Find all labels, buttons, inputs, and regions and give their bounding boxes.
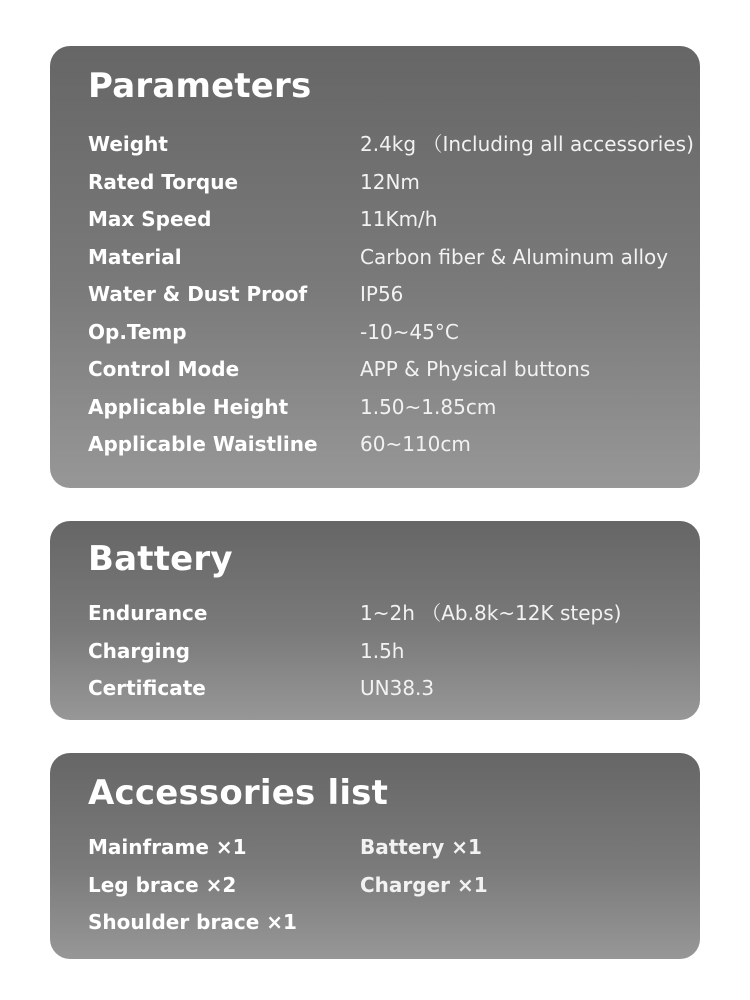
- param-label: Weight: [88, 132, 168, 156]
- accessory-item-charger: Charger ×1: [360, 872, 488, 897]
- parameters-list: [88, 126, 694, 464]
- param-label: Op.Temp: [88, 319, 187, 344]
- param-value: 60~110cm: [360, 432, 471, 456]
- battery-card: [50, 521, 700, 720]
- battery-row-endurance: [88, 595, 680, 633]
- accessory-item-mainframe: Mainframe ×1: [88, 835, 247, 859]
- param-row-weight: [88, 126, 694, 164]
- param-label: Material: [88, 244, 182, 269]
- accessories-list: [88, 829, 680, 942]
- param-label: Max Speed: [88, 207, 212, 231]
- accessories-row: [88, 904, 680, 942]
- battery-label: Endurance: [88, 601, 208, 625]
- accessories-card: [50, 753, 700, 959]
- param-row-water-dust-proof: [88, 276, 680, 314]
- battery-title: Battery: [88, 539, 233, 579]
- param-label: Control Mode: [88, 357, 240, 381]
- param-label: Rated Torque: [88, 169, 239, 194]
- param-value: 11Km/h: [360, 207, 438, 231]
- param-value: 2.4kg （Including all accessories): [360, 132, 694, 156]
- battery-value: 1~2h （Ab.8k~12K steps): [360, 601, 622, 625]
- param-value: 12Nm: [360, 169, 420, 194]
- param-value: APP & Physical buttons: [360, 357, 591, 381]
- param-row-op-temp: [88, 314, 680, 352]
- accessories-row: [88, 867, 680, 905]
- param-value: IP56: [360, 282, 404, 306]
- param-label: Applicable Height: [88, 394, 289, 419]
- battery-label: Charging: [88, 638, 191, 663]
- accessory-item-leg-brace: Leg brace ×2: [88, 872, 237, 897]
- param-row-applicable-waistline: [88, 426, 680, 464]
- param-row-applicable-height: [88, 389, 680, 427]
- param-value: 1.50~1.85cm: [360, 394, 497, 419]
- param-row-max-speed: [88, 201, 680, 239]
- parameters-title: Parameters: [88, 66, 312, 106]
- param-row-rated-torque: [88, 164, 680, 202]
- battery-value: UN38.3: [360, 676, 435, 700]
- battery-value: 1.5h: [360, 638, 405, 663]
- param-row-control-mode: [88, 351, 680, 389]
- battery-row-certificate: [88, 670, 680, 708]
- accessory-item-shoulder-brace: Shoulder brace ×1: [88, 910, 297, 934]
- accessories-row: [88, 829, 680, 867]
- parameters-card: [50, 46, 700, 488]
- battery-label: Certificate: [88, 676, 206, 700]
- param-value: -10~45°C: [360, 319, 459, 344]
- accessories-title: Accessories list: [88, 773, 389, 813]
- battery-list: [88, 595, 680, 708]
- battery-row-charging: [88, 633, 680, 671]
- param-value: Carbon fiber & Aluminum alloy: [360, 244, 669, 269]
- param-label: Applicable Waistline: [88, 432, 318, 456]
- accessory-item-battery: Battery ×1: [360, 835, 482, 859]
- param-label: Water & Dust Proof: [88, 282, 308, 306]
- param-row-material: [88, 239, 680, 277]
